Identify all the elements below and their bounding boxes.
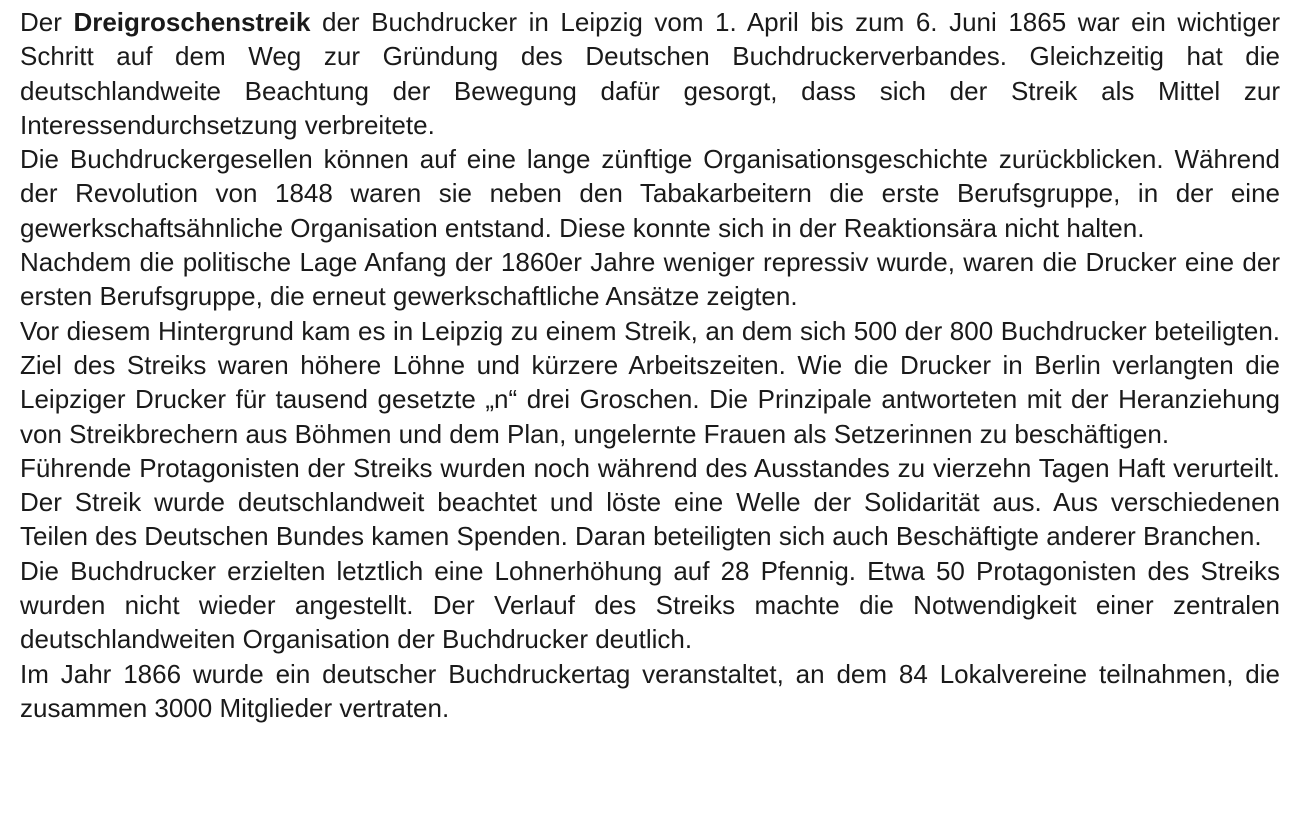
paragraph-outcome: Die Buchdrucker erzielten letztlich eine Lohnerhöhung auf 28 Pfennig. Etwa 50 Protagonisten des Streiks wurden nicht wieder angestellt. Der Verlauf des Streiks machte die Notwendigkeit einer zentralen deutschlandweiten Organisation der Buchdrucker deutlich. (20, 555, 1280, 655)
intro-lead: Der (20, 7, 74, 37)
intro-rest: der Buchdrucker in Leipzig vom 1. April bis zum 6. Juni 1865 war ein wichtiger Schritt auf dem Weg zur Gründung des Deutschen Buchdruckerverbandes. Gleichzeitig hat die deutschlandweite Beachtung der Bewegung dafür gesorgt, dass sich der Streik als Mittel zur Interessendurchsetzung verbreitete. (20, 7, 1280, 140)
paragraph-political-situation: Nachdem die politische Lage Anfang der 1860er Jahre weniger repressiv wurde, waren die Drucker eine der ersten Berufsgruppe, die erneut gewerkschaftliche Ansätze zeigten. (20, 247, 1280, 312)
paragraph-intro (20, 5, 1280, 142)
paragraph-buchdruckertag: Im Jahr 1866 wurde ein deutscher Buchdruckertag veranstaltet, an dem 84 Lokalvereine teilnahmen, die zusammen 3000 Mitglieder vertraten. (20, 658, 1280, 723)
paragraph-strike-demands: Vor diesem Hintergrund kam es in Leipzig zu einem Streik, an dem sich 500 der 800 Buchdrucker beteiligten. Ziel des Streiks waren höhere Löhne und kürzere Arbeitszeiten. Wie die Drucker in Berlin verlangten die Leipziger Drucker für tausend gesetzte „n“ drei Groschen. Die Prinzipale antworteten mit der Heranziehung von Streikbrechern aus Böhmen und dem Plan, ungelernte Frauen als Setzerinnen zu beschäftigen. (20, 315, 1280, 449)
paragraph-solidarity: Führende Protagonisten der Streiks wurden noch während des Ausstandes zu vierzehn Tagen Haft verurteilt. Der Streik wurde deutschlandweit beachtet und löste eine Welle der Solidarität aus. Aus verschiedenen Teilen des Deutschen Bundes kamen Spenden. Daran beteiligten sich auch Beschäftigte anderer Branchen. (20, 452, 1280, 552)
paragraph-history: Die Buchdruckergesellen können auf eine lange zünftige Organisationsgeschichte zurückblicken. Während der Revolution von 1848 waren sie neben den Tabakarbeitern die erste Berufsgruppe, in der eine gewerkschaftsähnliche Organisation entstand. Diese konnte sich in der Reaktionsära nicht halten. (20, 144, 1280, 243)
article-term: Dreigroschenstreik (73, 7, 311, 37)
